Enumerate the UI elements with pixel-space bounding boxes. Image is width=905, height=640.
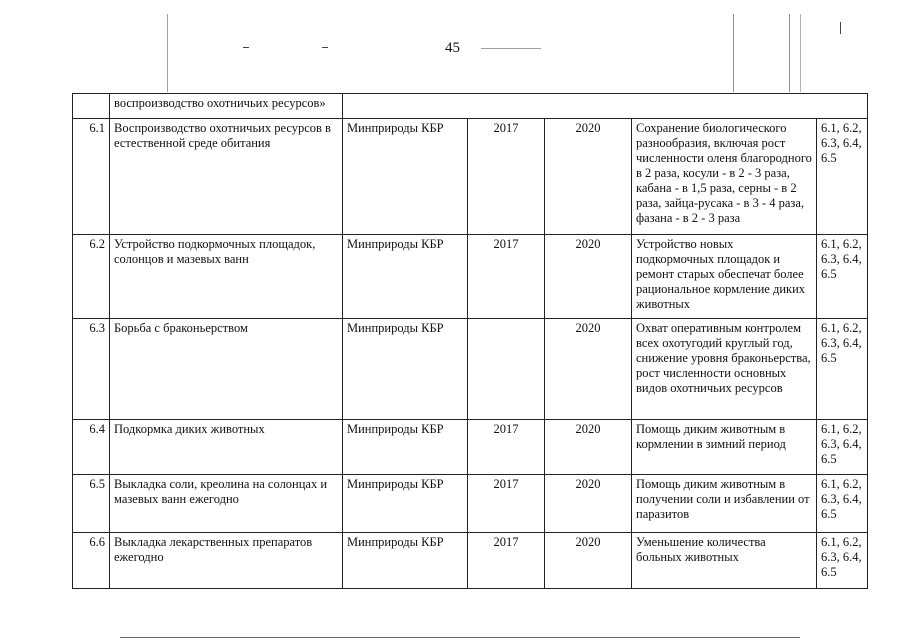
executor: Минприроды КБР [343, 119, 468, 235]
activity-name: Выкладка соли, креолина на солонцах и мазевых ванн ежегодно [110, 475, 343, 533]
row-number: 6.2 [73, 235, 110, 319]
table-row [73, 119, 868, 235]
cell-empty [73, 94, 110, 119]
expected-result: Уменьшение количества больных животных [632, 533, 817, 589]
continuation-text: воспроизводство охотничьих ресурсов» [110, 94, 343, 119]
end-year: 2020 [545, 235, 632, 319]
indicators: 6.1, 6.2, 6.3, 6.4, 6.5 [817, 235, 868, 319]
row-number: 6.3 [73, 319, 110, 420]
table-row [73, 319, 868, 420]
indicators: 6.1, 6.2, 6.3, 6.4, 6.5 [817, 119, 868, 235]
indicators: 6.1, 6.2, 6.3, 6.4, 6.5 [817, 533, 868, 589]
end-year: 2020 [545, 420, 632, 475]
table-row [73, 475, 868, 533]
executor: Минприроды КБР [343, 420, 468, 475]
executor: Минприроды КБР [343, 475, 468, 533]
scan-artifact [167, 14, 168, 92]
scan-artifact [840, 22, 841, 34]
expected-result: Сохранение биологического разнообразия, включая рост численности оленя благородного в 2 раза, косули - в 2 - 3 раза, кабана - в 1,5 раза, серны - в 2 раза, зайца-русака - в 3 - 4 раза, фазана - в 2 - 3 раза [632, 119, 817, 235]
scan-artifact [789, 14, 790, 92]
expected-result: Устройство новых подкормочных площадок и ремонт старых обеспечат более рациональное кормление диких животных [632, 235, 817, 319]
scan-artifact [120, 637, 800, 638]
end-year: 2020 [545, 533, 632, 589]
indicators: 6.1, 6.2, 6.3, 6.4, 6.5 [817, 319, 868, 420]
executor: Минприроды КБР [343, 235, 468, 319]
expected-result: Охват оперативным контролем всех охотугодий круглый год, снижение уровня браконьерства, рост численности основных видов охотничьих ресурсов [632, 319, 817, 420]
table-row [73, 533, 868, 589]
activity-name: Воспроизводство охотничьих ресурсов в естественной среде обитания [110, 119, 343, 235]
activity-name: Устройство подкормочных площадок, солонцов и мазевых ванн [110, 235, 343, 319]
scan-artifact [481, 48, 541, 49]
start-year [468, 319, 545, 420]
end-year: 2020 [545, 319, 632, 420]
scan-artifact [800, 14, 801, 92]
end-year: 2020 [545, 475, 632, 533]
executor: Минприроды КБР [343, 319, 468, 420]
scan-artifact [243, 47, 249, 48]
row-number: 6.1 [73, 119, 110, 235]
row-number: 6.4 [73, 420, 110, 475]
end-year: 2020 [545, 119, 632, 235]
table-row [73, 420, 868, 475]
activity-name: Борьба с браконьерством [110, 319, 343, 420]
indicators: 6.1, 6.2, 6.3, 6.4, 6.5 [817, 475, 868, 533]
activity-name: Подкормка диких животных [110, 420, 343, 475]
start-year: 2017 [468, 119, 545, 235]
start-year: 2017 [468, 420, 545, 475]
expected-result: Помощь диким животным в кормлении в зимний период [632, 420, 817, 475]
indicators: 6.1, 6.2, 6.3, 6.4, 6.5 [817, 420, 868, 475]
start-year: 2017 [468, 533, 545, 589]
scan-artifact [322, 47, 328, 48]
program-activities-table [72, 93, 868, 589]
start-year: 2017 [468, 235, 545, 319]
table-continuation-row [73, 94, 868, 119]
activity-name: Выкладка лекарственных препаратов ежегодно [110, 533, 343, 589]
expected-result: Помощь диким животным в получении соли и избавлении от паразитов [632, 475, 817, 533]
table-row [73, 235, 868, 319]
row-number: 6.6 [73, 533, 110, 589]
executor: Минприроды КБР [343, 533, 468, 589]
cell-empty [343, 94, 868, 119]
start-year: 2017 [468, 475, 545, 533]
page-number: 45 [445, 40, 460, 56]
scan-artifact [733, 14, 734, 92]
row-number: 6.5 [73, 475, 110, 533]
